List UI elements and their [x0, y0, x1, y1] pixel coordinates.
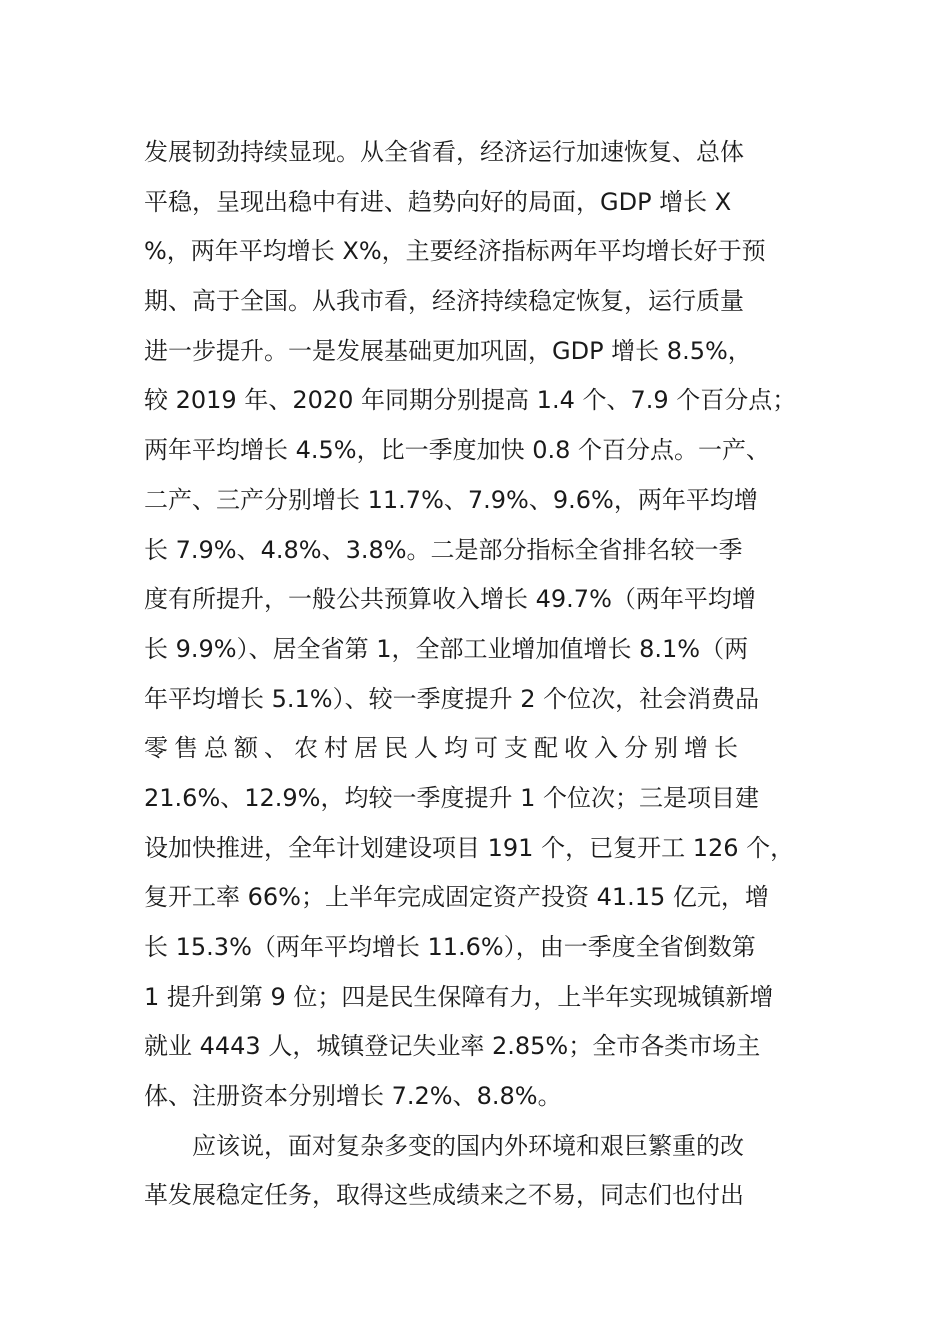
- text-line: 平稳，呈现出稳中有进、趋势向好的局面，GDP 增长 X: [144, 187, 732, 216]
- text-line: 应该说，面对复杂多变的国内外环境和艰巨繁重的改: [144, 1131, 744, 1160]
- text-line: 革发展稳定任务，取得这些成绩来之不易，同志们也付出: [144, 1181, 744, 1210]
- text-line: 长 9.9%）、居全省第 1，全部工业增加值增长 8.1%（两: [144, 634, 749, 663]
- body-text: [144, 128, 834, 1221]
- text-line: %，两年平均增长 X%，主要经济指标两年平均增长好于预: [144, 237, 766, 266]
- text-line: 1 提升到第 9 位；四是民生保障有力，上半年实现城镇新增: [144, 982, 774, 1011]
- text-line: 度有所提升，一般公共预算收入增长 49.7%（两年平均增: [144, 585, 756, 614]
- text-line: 年平均增长 5.1%）、较一季度提升 2 个位次，社会消费品: [144, 684, 760, 713]
- text-line: 期、高于全国。从我市看，经济持续稳定恢复，运行质量: [144, 287, 744, 316]
- text-line: 设加快推进，全年计划建设项目 191 个，已复开工 126 个，: [144, 833, 795, 862]
- text-line: 复开工率 66%；上半年完成固定资产投资 41.15 亿元，增: [144, 883, 769, 912]
- text-line: 较 2019 年、2020 年同期分别提高 1.4 个、7.9 个百分点；: [144, 386, 797, 415]
- text-line: 长 15.3%（两年平均增长 11.6%），由一季度全省倒数第: [144, 933, 756, 961]
- text-line: 就业 4443 人，城镇登记失业率 2.85%；全市各类市场主: [144, 1032, 761, 1061]
- text-line: 发展韧劲持续显现。从全省看，经济运行加速恢复、总体: [144, 138, 744, 166]
- text-line: 进一步提升。一是发展基础更加巩固，GDP 增长 8.5%，: [144, 336, 752, 365]
- text-line: 长 7.9%、4.8%、3.8%。二是部分指标全省排名较一季: [144, 535, 743, 564]
- text-line: 零售总额、农村居民人均可支配收入分别增长: [144, 734, 744, 763]
- text-line: 两年平均增长 4.5%，比一季度加快 0.8 个百分点。一产、: [144, 436, 771, 465]
- text-line: 二产、三产分别增长 11.7%、7.9%、9.6%，两年平均增: [144, 485, 758, 514]
- text-line: 21.6%、12.9%，均较一季度提升 1 个位次；三是项目建: [144, 783, 760, 812]
- text-line: 体、注册资本分别增长 7.2%、8.8%。: [144, 1082, 562, 1111]
